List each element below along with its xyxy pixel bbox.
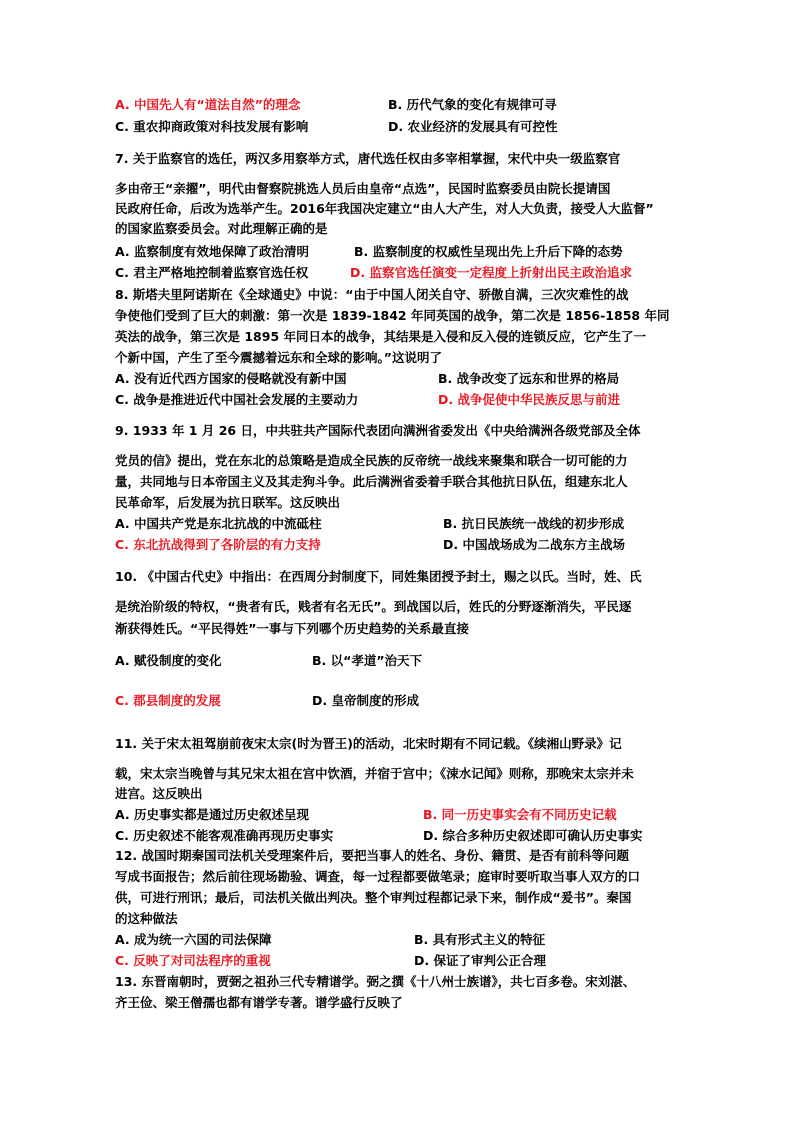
- q8-stem-line: 8. 斯塔夫里阿诺斯在《全球通史》中说：“由于中国人闭关自守、骄傲自满，三次灾难性的战: [115, 287, 629, 302]
- q10-option-a: A. 赋役制度的变化: [115, 653, 222, 668]
- q9-option-a: A. 中国共产党是东北抗战的中流砥柱: [115, 516, 322, 531]
- q10-stem-line: 是统治阶级的特权，“贵者有氏，贱者有名无氏”。到战国以后，姓氏的分野逐渐消失，平民逐: [115, 599, 632, 614]
- q7-option-b: B. 监察制度的权威性呈现出先上升后下降的态势: [354, 244, 623, 259]
- q8-option-b: B. 战争改变了远东和世界的格局: [438, 371, 620, 386]
- q8-option-a: A. 没有近代西方国家的侵略就没有新中国: [115, 371, 347, 386]
- q13-stem-line: 13. 东晋南朝时，贾弼之祖孙三代专精谱学。弼之撰《十八州士族谱》，共七百多卷。宋刘湛、: [115, 974, 636, 989]
- q6-option-c: C. 重农抑商政策对科技发展有影响: [115, 119, 309, 134]
- q7-stem-line: 多由帝王“亲擢”，明代由督察院挑选人员后由皇帝“点选”，民国时监察委员由院长提请国: [115, 181, 611, 196]
- q10-option-b: B. 以“孝道”治天下: [312, 653, 423, 668]
- q11-option-d: D. 综合多种历史叙述即可确认历史事实: [423, 828, 643, 843]
- q7-option-d: D. 监察官选任演变一定程度上折射出民主政治追求: [350, 265, 632, 280]
- q7-stem-line: 的国家监察委员会。对此理解正确的是: [115, 221, 328, 236]
- q13-stem-line: 齐王俭、梁王僧孺也都有谱学专著。谱学盛行反映了: [115, 995, 403, 1010]
- q6-option-b: B. 历代气象的变化有规律可寻: [388, 97, 557, 112]
- q11-stem-line: 进宫。这反映出: [115, 786, 203, 801]
- q9-stem-line: 民革命军，后发展为抗日联军。这反映出: [115, 495, 341, 510]
- q9-stem-line: 量，共同地与日本帝国主义及其走狗斗争。此后满洲省委着手联合其他抗日队伍，组建东北人: [115, 474, 628, 489]
- q8-stem-line: 英法的战争，第三次是 1895 年同日本的战争，其结果是入侵和反入侵的连锁反应，它产生了一: [115, 329, 646, 344]
- q11-option-a: A. 历史事实都是通过历史叙述呈现: [115, 807, 310, 822]
- q12-stem-line: 12. 战国时期秦国司法机关受理案件后，要把当事人的姓名、身份、籍贯、是否有前科等问题: [115, 848, 629, 863]
- q8-stem-line: 争使他们受到了巨大的刺激：第一次是 1839-1842 年同英国的战争，第二次是 1856-1858 年同: [115, 308, 670, 323]
- q10-stem-line: 渐获得姓氏。“平民得姓”一事与下列哪个历史趋势的关系最直接: [115, 621, 469, 636]
- q11-stem-line: 载，宋太宗当晚曾与其兄宋太祖在宫中饮酒，并宿于宫中；《涑水记闻》则称，那晚宋太宗并未: [115, 766, 634, 781]
- q10-option-d: D. 皇帝制度的形成: [312, 693, 419, 708]
- q11-option-c: C. 历史叙述不能客观准确再现历史事实: [115, 828, 334, 843]
- q12-stem-line: 写成书面报告；然后前往现场勘验、调查，每一过程都要做笔录；庭审时要听取当事人双方的口: [115, 869, 641, 884]
- q6-option-a: A. 中国先人有“道法自然”的理念: [115, 97, 301, 112]
- q11-option-b: B. 同一历史事实会有不同历史记载: [423, 807, 617, 822]
- q7-stem-line: 民政府任命，后改为选举产生。2016年我国决定建立“由人大产生，对人大负责，接受人大监督”: [115, 201, 654, 216]
- q12-option-a: A. 成为统一六国的司法保障: [115, 932, 272, 947]
- q9-option-c: C. 东北抗战得到了各阶层的有力支持: [115, 537, 321, 552]
- q7-stem-line: 7. 关于监察官的选任，两汉多用察举方式，唐代选任权由多宰相掌握，宋代中央一级监察官: [115, 151, 621, 166]
- q7-option-c: C. 君主严格地控制着监察官选任权: [115, 265, 309, 280]
- q9-stem-line: 9. 1933 年 1 月 26 日，中共驻共产国际代表团向满洲省委发出《中央给满洲各级党部及全体: [115, 423, 641, 438]
- q12-option-b: B. 具有形式主义的特征: [414, 932, 546, 947]
- q12-stem-line: 供，可进行刑讯；最后，司法机关做出判决。整个审判过程都记录下来，制作成“爰书”。秦国: [115, 890, 632, 905]
- q8-option-d: D. 战争促使中华民族反思与前进: [438, 392, 620, 407]
- q7-option-a: A. 监察制度有效地保障了政治清明: [115, 244, 310, 259]
- q11-stem-line: 11. 关于宋太祖驾崩前夜宋太宗(时为晋王)的活动，北宋时期有不同记载。《续湘山野录》记: [115, 736, 622, 751]
- q9-stem-line: 党员的信》提出，党在东北的总策略是造成全民族的反帝统一战线来聚集和联合一切可能的力: [115, 453, 628, 468]
- q9-option-d: D. 中国战场成为二战东方主战场: [443, 537, 625, 552]
- q12-option-c: C. 反映了对司法程序的重视: [115, 953, 271, 968]
- q10-option-c: C. 郡县制度的发展: [115, 693, 221, 708]
- q8-option-c: C. 战争是推进近代中国社会发展的主要动力: [115, 392, 359, 407]
- q6-option-d: D. 农业经济的发展具有可控性: [388, 119, 558, 134]
- q12-stem-line: 的这种做法: [115, 911, 178, 926]
- q10-stem-line: 10. 《中国古代史》中指出：在西周分封制度下，同姓集团授予封土，赐之以氏。当时，姓、氏: [115, 569, 642, 584]
- q12-option-d: D. 保证了审判公正合理: [414, 953, 546, 968]
- q9-option-b: B. 抗日民族统一战线的初步形成: [443, 516, 625, 531]
- q8-stem-line: 个新中国，产生了至今震撼着远东和全球的影响。”这说明了: [115, 350, 442, 365]
